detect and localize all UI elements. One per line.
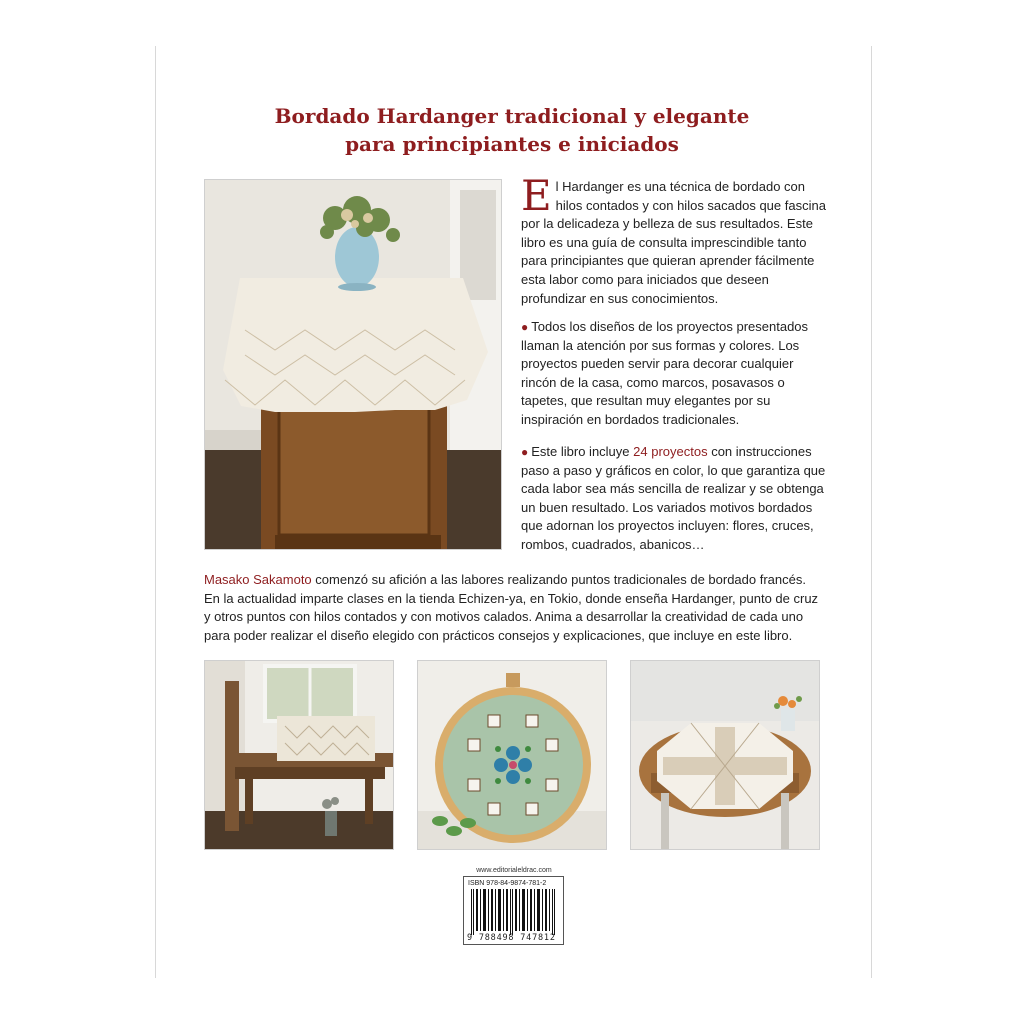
bullet-projects-text-end: con instrucciones paso a paso y gráficos en color, lo que garantiza que cada labor sea más sencilla de realizar y se obtenga un buen resultado. Los variados motivos bordados que adornan los proyectos incluyen: flores, cruces, rombos, cuadrados, abanicos… [521, 444, 826, 552]
embroidery-hoop-illustration [418, 661, 606, 849]
publisher-website: www.editorialeldrac.com [476, 867, 552, 874]
author-name: Masako Sakamoto [204, 572, 312, 587]
bullet-designs [521, 318, 827, 430]
barcode-bars-icon [465, 889, 562, 935]
bullet-dot-icon: ● [521, 320, 529, 334]
bench-runner-illustration [205, 661, 393, 849]
isbn-barcode [463, 876, 564, 945]
bullet-dot-icon: ● [521, 445, 529, 459]
intro-paragraph [521, 171, 827, 308]
heading-line-2: para principiantes e iniciados [345, 132, 679, 156]
author-bio [204, 571, 824, 645]
photo-bench-runner [204, 660, 394, 850]
heading-line-1: Bordado Hardanger tradicional y elegante [274, 104, 750, 128]
barcode-digits: 9 788498 747812 [467, 933, 556, 943]
photo-table-mat [630, 660, 820, 850]
photo-embroidery-hoop [417, 660, 607, 850]
isbn-label: ISBN 978-84-9874-781-2 [468, 880, 547, 887]
table-mat-illustration [631, 661, 819, 849]
drop-cap: E [521, 171, 552, 220]
projects-count-highlight: 24 proyectos [633, 444, 708, 459]
bullet-designs-text: Todos los diseños de los proyectos presentados llaman la atención por sus formas y colores. Los proyectos pueden servir para decorar cualquier rincón de la casa, como marcos, posavasos o tapetes, que resultan muy elegantes por su inspiración en bordados tradicionales. [521, 319, 809, 427]
bullet-projects [521, 443, 827, 555]
table-cloth-illustration [205, 180, 501, 549]
intro-text: l Hardanger es una técnica de bordado con hilos contados y con hilos sacados que fascina por la delicadeza y belleza de sus resultados. Este libro es una guía de consulta imprescindible tanto para principiantes que quieran aprender fácilmente esta labor como para iniciados que deseen profundizar en sus conocimientos. [521, 179, 826, 306]
main-photo-table-cloth [204, 179, 502, 550]
bullet-projects-text-start: Este libro incluye [531, 444, 634, 459]
cover-heading [0, 102, 1024, 158]
author-bio-text: comenzó su afición a las labores realizando puntos tradicionales de bordado francés. En la actualidad imparte clases en la tienda Echizen-ya, en Tokio, donde enseña Hardanger, punto de cruz y otros puntos con hilos contados y con motivos calados. Anima a desarrollar la creatividad de cada uno para poder realizar el diseño elegido con prácticos consejos y explicaciones, que incluye en este libro. [204, 572, 819, 643]
